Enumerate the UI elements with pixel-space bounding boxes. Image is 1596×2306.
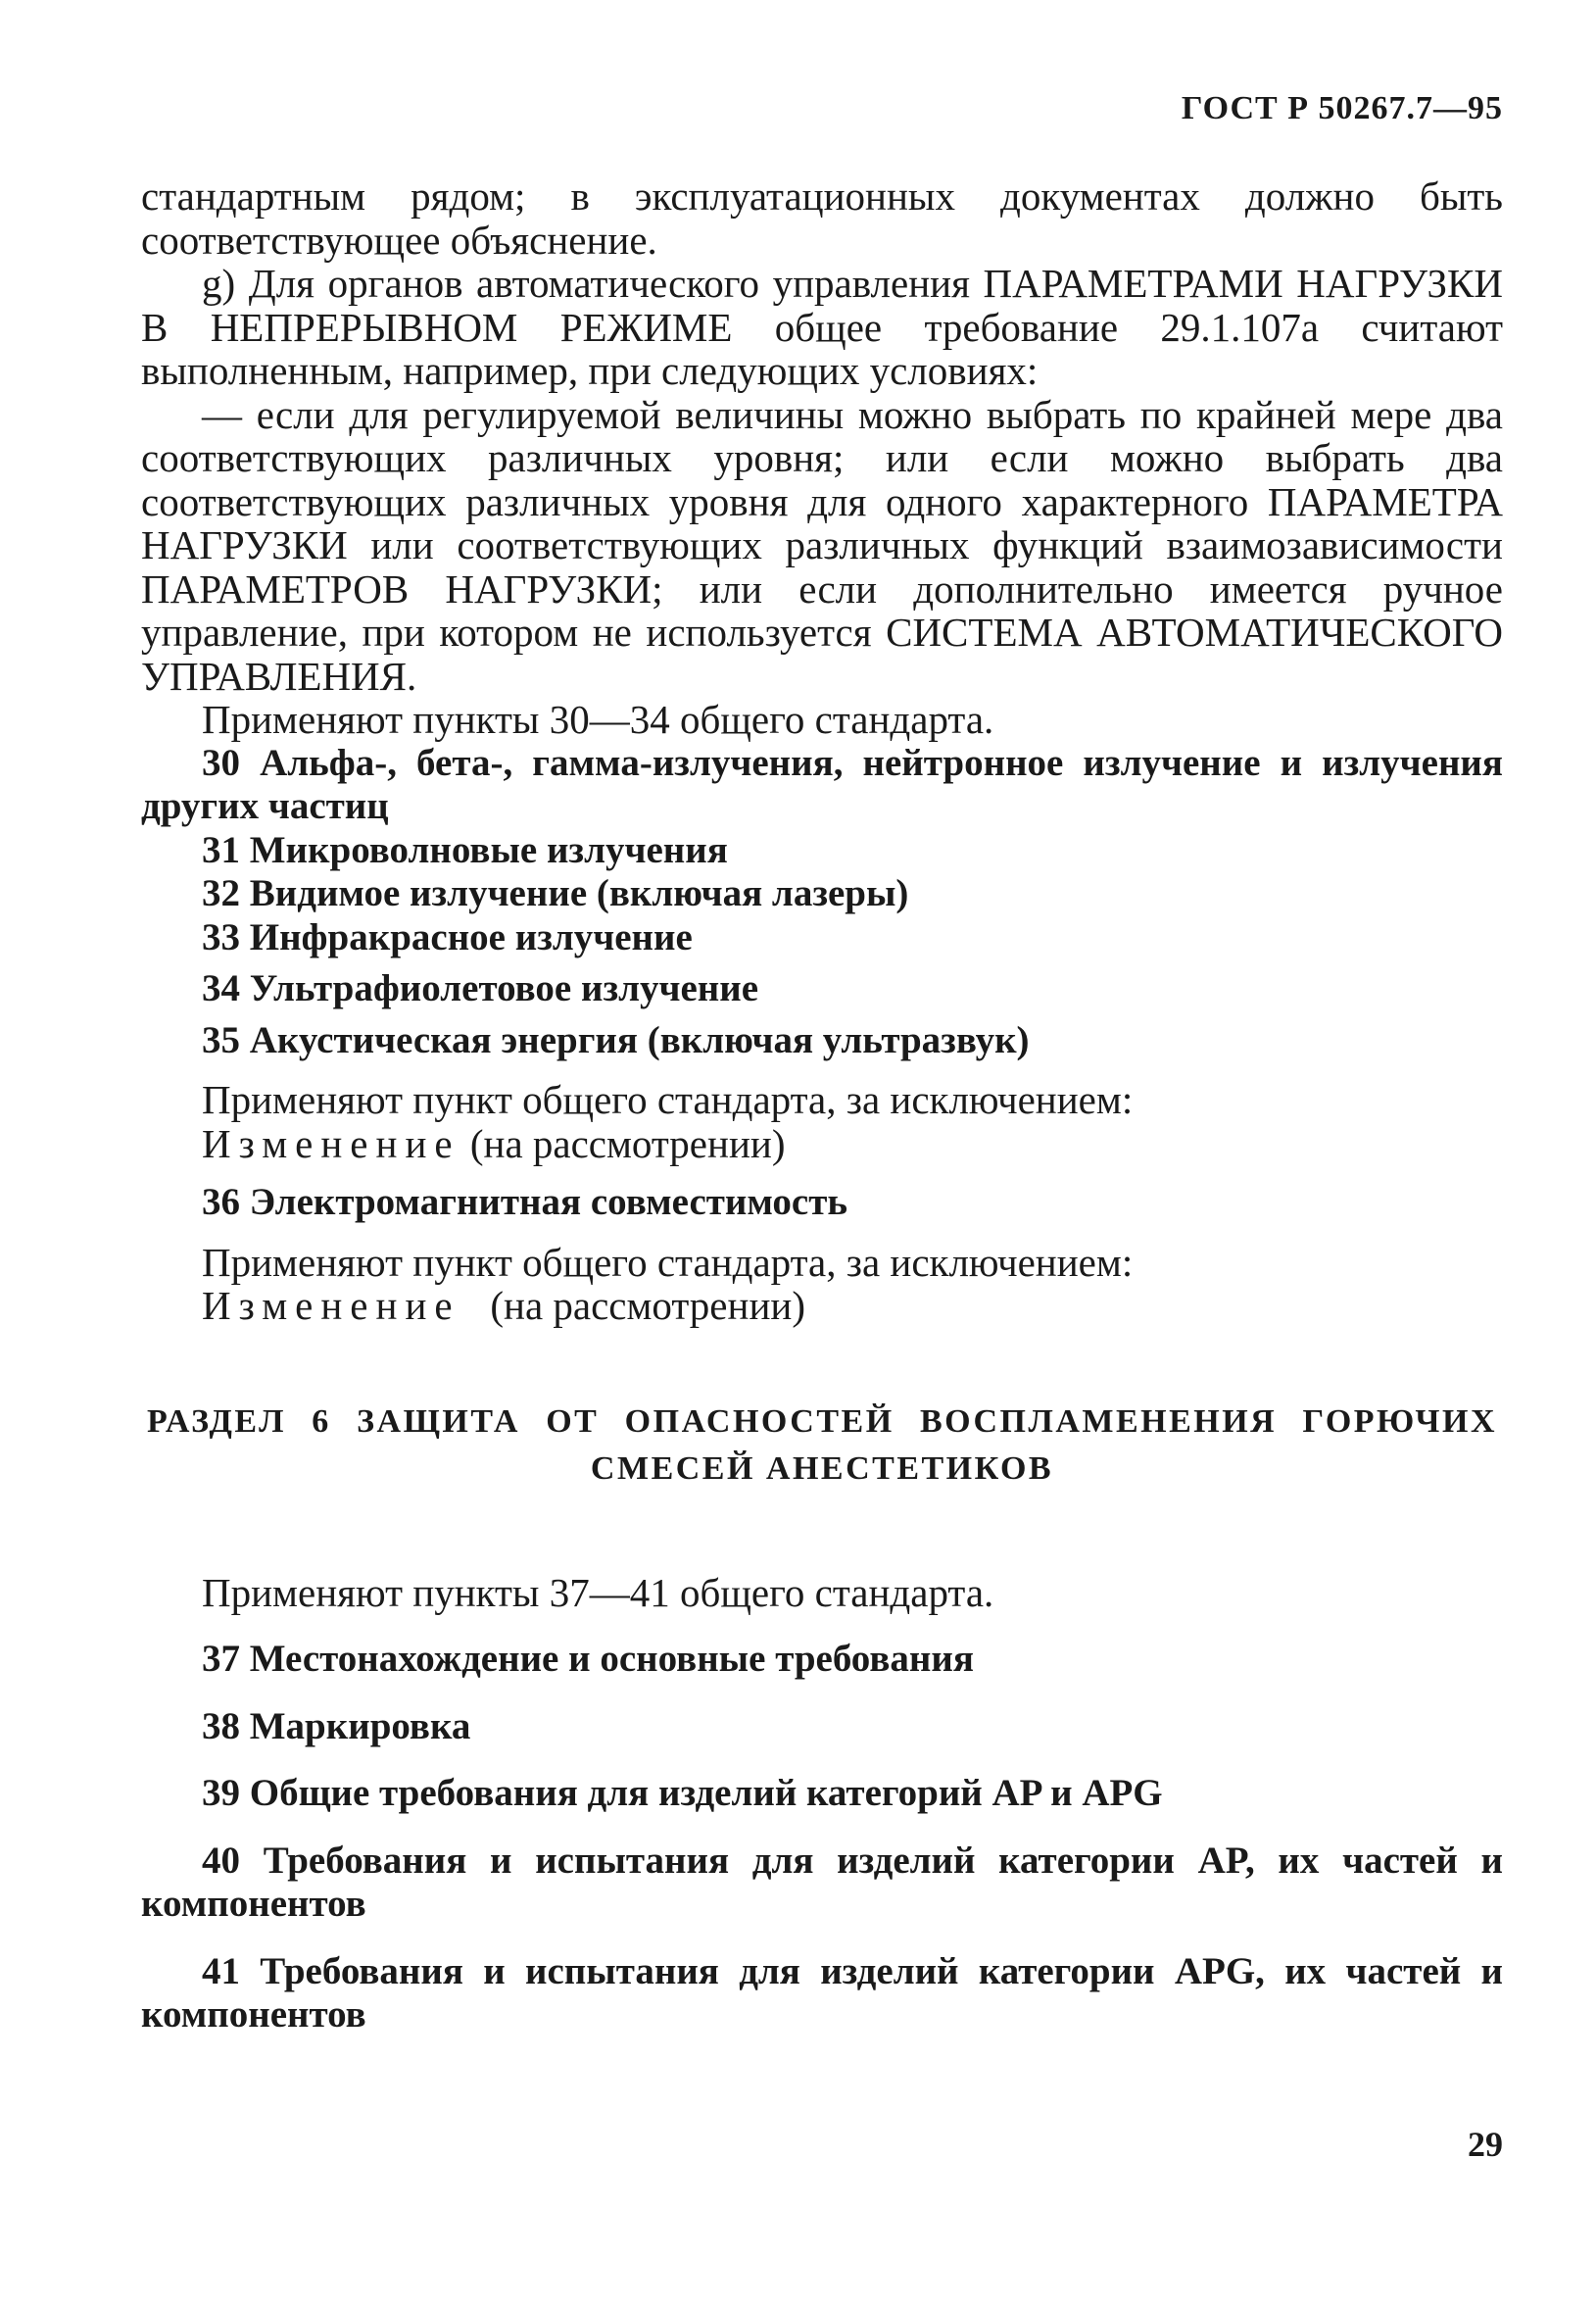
paragraph-conditions: — если для регулируемой величины можно выбрать по крайней мере два соответствующих различных уровня; или если можно выбрать два соответствующих различных уровня для одного характерного ПАРАМЕТРА НАГРУЗКИ или соответствующих различных функций взаимозависимости ПАРАМЕТРОВ НАГРУЗКИ; или если дополнительно имеется ручное управление, при котором не используется СИСТЕМА АВТОМАТИЧЕСКОГО УПРАВЛЕНИЯ. [141,391,1503,699]
document-header: ГОСТ Р 50267.7—95 [1181,90,1503,126]
item-40-heading: 40 Требования и испытания для изделий категории AP, их частей и компонентов [141,1839,1503,1925]
item-35-change [141,1122,1503,1166]
item-36-apply: Применяют пункт общего стандарта, за исключением: [202,1239,1134,1285]
item-34-heading: 34 Ультрафиолетовое излучение [202,967,759,1009]
item-36-change-note: (на рассмотрении) [490,1283,805,1328]
item-35-change-note: (на рассмотрении) [469,1120,786,1166]
paragraph-continuation: стандартным рядом; в эксплуатационных документах должно быть соответствующее объяснение. [141,173,1503,263]
section-6-title [141,1398,1503,1493]
paragraph-apply-30-34: Применяют пункты 30—34 общего стандарта. [202,697,994,742]
item-36-heading: 36 Электромагнитная совместимость [202,1181,848,1223]
item-37-heading: 37 Местонахождение и основные требования [202,1638,974,1680]
document-page [141,0,1503,2306]
document-body [141,174,1503,2037]
item-32-heading: 32 Видимое излучение (включая лазеры) [202,872,909,914]
section-6-title-line1: РАЗДЕЛ 6 ЗАЩИТА ОТ ОПАСНОСТЕЙ ВОСПЛАМЕНЕНИЯ ГОРЮЧИХ [147,1402,1497,1440]
item-41-heading: 41 Требования и испытания для изделий категории APG, их частей и компонентов [141,1949,1503,2036]
item-31-heading: 31 Микроволновые излучения [202,828,728,871]
page-number: 29 [1468,2125,1503,2164]
item-30-heading: 30 Альфа-, бета-, гамма-излучения, нейтронное излучение и излучения других частиц [141,741,1503,827]
item-33-heading: 33 Инфракрасное излучение [202,915,693,958]
item-35-heading: 35 Акустическая энергия (включая ультразвук) [202,1018,1030,1061]
item-36-change [141,1284,1503,1328]
item-38-heading: 38 Маркировка [202,1704,471,1747]
paragraph-apply-37-41: Применяют пункты 37—41 общего стандарта. [202,1569,994,1615]
item-35-change-word: Изменение [202,1120,460,1166]
item-39-heading: 39 Общие требования для изделий категорий AP и APG [202,1772,1163,1814]
item-36-change-word: Изменение [202,1283,460,1328]
paragraph-g: g) Для органов автоматического управления ПАРАМЕТРАМИ НАГРУЗКИ В НЕПРЕРЫВНОМ РЕЖИМЕ общее требование 29.1.107а считают выполненным, например, при следующих условиях: [141,261,1503,393]
item-35-apply: Применяют пункт общего стандарта, за исключением: [202,1077,1134,1122]
section-6-title-line2: СМЕСЕЙ АНЕСТЕТИКОВ [590,1449,1054,1487]
